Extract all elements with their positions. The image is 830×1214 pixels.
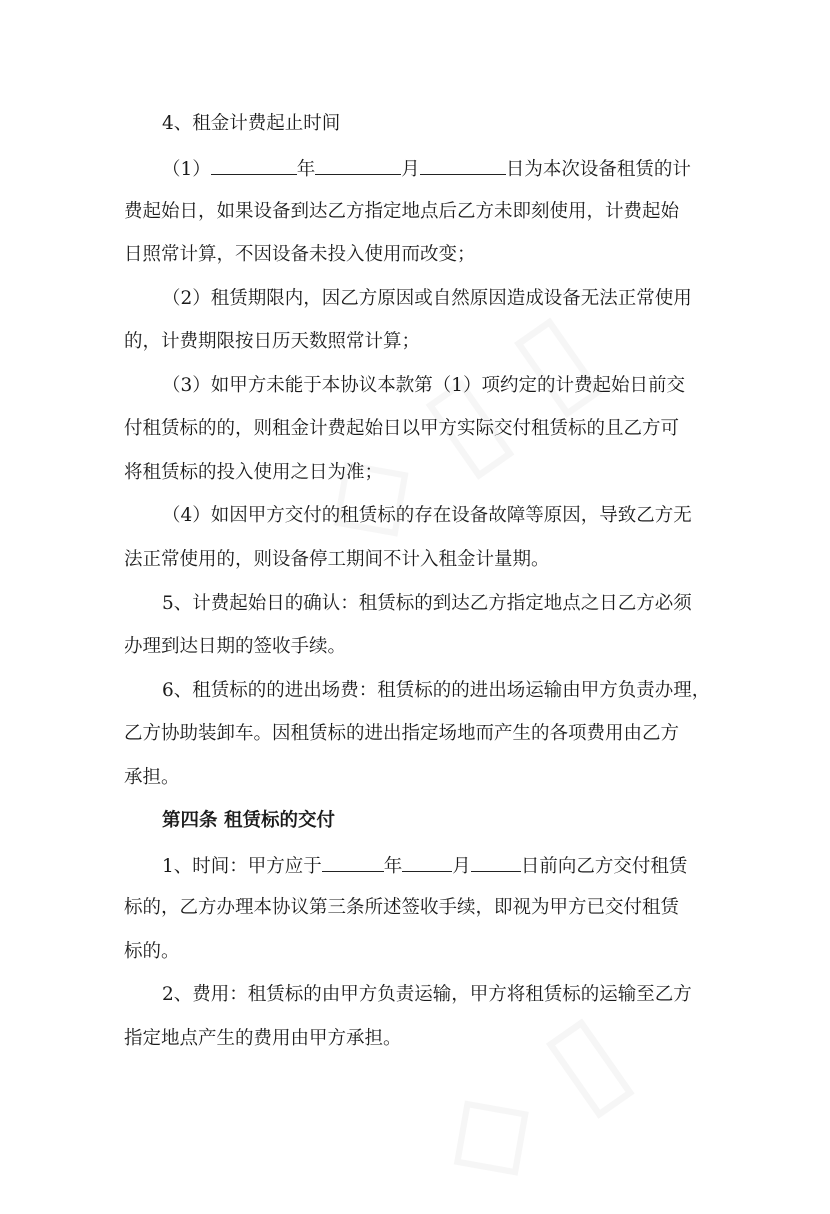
month-label: 月 — [401, 159, 420, 180]
fill-blank — [315, 156, 401, 175]
paragraph-line: （4）如因甲方交付的租赁标的存在设备故障等原因，导致乙方无 — [162, 505, 692, 526]
paragraph-line: 6、租赁标的的进出场费：租赁标的的进出场运输由甲方负责办理， — [162, 680, 711, 701]
paragraph-line: 费起始日，如果设备到达乙方指定地点后乙方未即刻使用，计费起始 — [124, 201, 680, 222]
fill-blank — [471, 853, 521, 872]
clause-lead: 1、时间：甲方应于 — [162, 856, 322, 877]
day-label-tail: 日前向乙方交付租赁 — [520, 856, 688, 877]
watermark — [408, 985, 652, 1214]
paragraph-line: 标的。 — [124, 941, 180, 962]
fill-blank — [402, 853, 452, 872]
paragraph-line: 标的，乙方办理本协议第三条所述签收手续，即视为甲方已交付租赁 — [124, 897, 680, 918]
section-heading: 4、租金计费起止时间 — [162, 113, 341, 134]
month-label: 月 — [452, 856, 471, 877]
paragraph-line: 的，计费期限按日历天数照常计算； — [124, 331, 421, 352]
paragraph-line: （2）租赁期限内，因乙方原因或自然原因造成设备无法正常使用 — [162, 288, 692, 309]
paragraph-line — [162, 853, 687, 879]
paragraph-line: 办理到达日期的签收手续。 — [124, 636, 347, 657]
clause-number: （1） — [162, 159, 211, 180]
year-label: 年 — [296, 159, 316, 180]
day-label-tail: 日为本次设备租赁的计 — [505, 159, 691, 180]
paragraph-line: 2、费用：租赁标的由甲方负责运输，甲方将租赁标的运输至乙方 — [162, 984, 692, 1005]
paragraph-line: 承担。 — [124, 767, 180, 788]
paragraph-line: （3）如甲方未能于本协议本款第（1）项约定的计费起始日前交 — [162, 375, 686, 396]
year-label: 年 — [383, 856, 403, 877]
fill-blank — [420, 156, 506, 175]
fill-blank — [322, 853, 384, 872]
paragraph-line: 法正常使用的，则设备停工期间不计入租金计量期。 — [124, 549, 550, 570]
paragraph-line: 指定地点产生的费用由甲方承担。 — [124, 1028, 402, 1049]
fill-blank — [211, 156, 297, 175]
paragraph-line: 日照常计算，不因设备未投入使用而改变； — [124, 244, 476, 265]
paragraph-line: 乙方协助装卸车。因租赁标的进出指定场地而产生的各项费用由乙方 — [124, 723, 680, 744]
paragraph-line — [162, 156, 691, 182]
paragraph-line: 付租赁标的的，则租金计费起始日以甲方实际交付租赁标的且乙方可 — [124, 418, 680, 439]
paragraph-line: 将租赁标的投入使用之日为准； — [124, 462, 384, 483]
article-heading: 第四条 租赁标的交付 — [162, 810, 335, 831]
paragraph-line: 5、计费起始日的确认：租赁标的到达乙方指定地点之日乙方必须 — [162, 593, 692, 614]
